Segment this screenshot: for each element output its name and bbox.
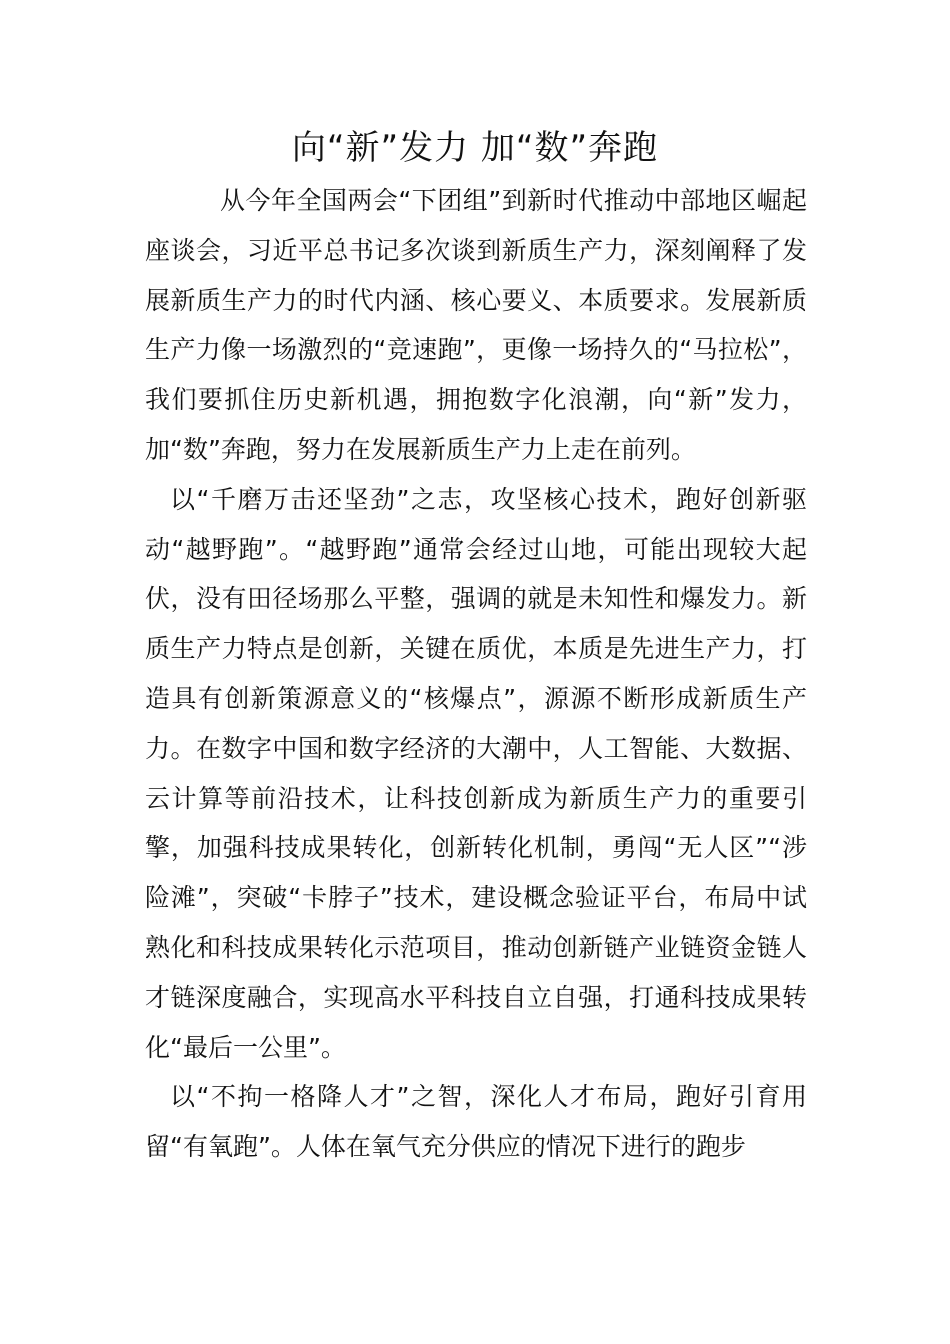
paragraph-innovation: 以“千磨万击还坚劲”之志，攻坚核心技术，跑好创新驱动“越野跑”。“越野跑”通常会经过山地，可能出现较大起伏，没有田径场那么平整，强调的就是未知性和爆发力。新质生产力特点是创新，关键在质优，本质是先进生产力，打造具有创新策源意义的“核爆点”，源源不断形成新质生产力。在数字中国和数字经济的大潮中，人工智能、大数据、云计算等前沿技术，让科技创新成为新质生产力的重要引擎，加强科技成果转化，创新转化机制，勇闯“无人区”“涉险滩”，突破“卡脖子”技术，建设概念验证平台，布局中试熟化和科技成果转化示范项目，推动创新链产业链资金链人才链深度融合，实现高水平科技自立自强，打通科技成果转化“最后一公里”。 — [145, 484, 807, 1062]
document-title: 向“新”发力 加“数”奔跑 — [291, 128, 659, 168]
document-body — [145, 176, 807, 1172]
paragraph-intro: 从今年全国两会“下团组”到新时代推动中部地区崛起座谈会，习近平总书记多次谈到新质生产力，深刻阐释了发展新质生产力的时代内涵、核心要义、本质要求。发展新质生产力像一场激烈的“竞速跑”，更像一场持久的“马拉松”，我们要抓住历史新机遇，拥抱数字化浪潮，向“新”发力，加“数”奔跑，努力在发展新质生产力上走在前列。 — [145, 186, 807, 464]
paragraph-talent: 以“不拘一格降人才”之智，深化人才布局，跑好引育用留“有氧跑”。人体在氧气充分供应的情况下进行的跑步 — [145, 1082, 807, 1162]
